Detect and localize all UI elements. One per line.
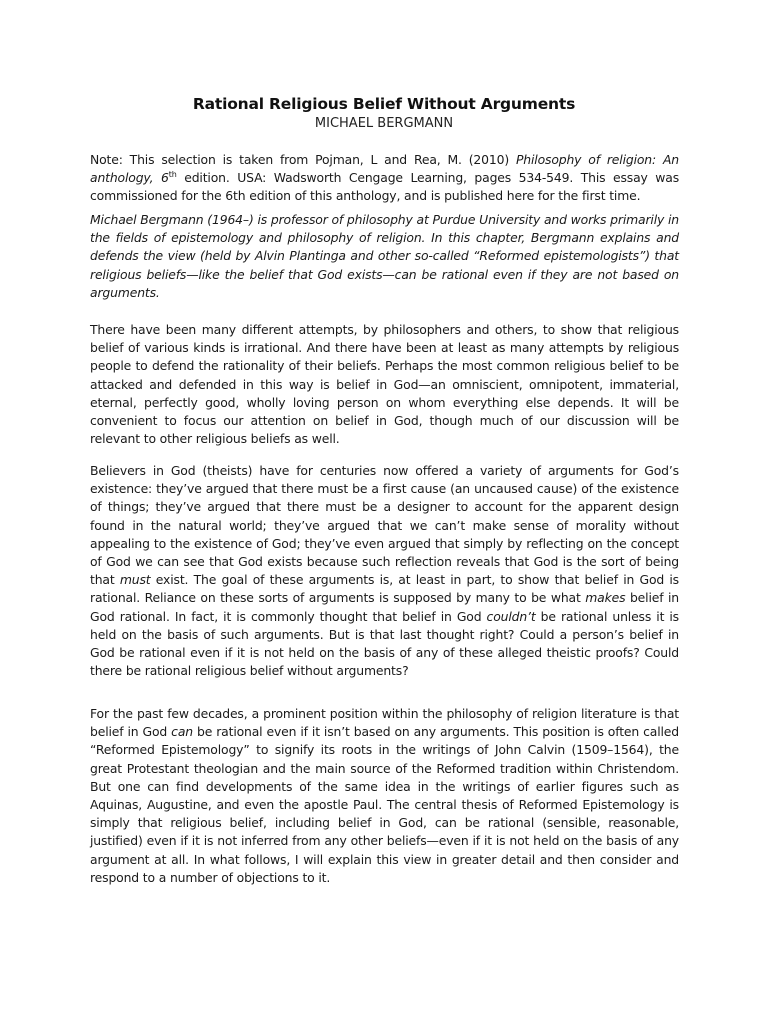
author-bio: Michael Bergmann (1964–) is professor of philosophy at Purdue University and works primarily in the fields of epistemology and philosophy of religion. In this chapter, Bergmann explains and defends the view (held by Alvin Plantinga and other so-called “Reformed epistemologists”) that religious beliefs—like the belief that God exists—can be rational even if they are not based on arguments. — [90, 212, 679, 300]
body-paragraph-1: There have been many different attempts, by philosophers and others, to show that religious belief of various kinds is irrational. And there have been at least as many attempts by religious people to defend the rationality of their beliefs. Perhaps the most common religious belief to be attacked and defended in this way is belief in God—an omniscient, omnipotent, immaterial, eternal, perfectly good, wholly loving person on whom everything else depends. It will be convenient to focus our attention on belief in God, though much of our discussion will be relevant to other religious beliefs as well. — [90, 322, 679, 447]
emphasis-makes: makes — [585, 590, 626, 606]
body-paragraph-2: Believers in God (theists) have for centuries now offered a variety of arguments for God’s existence: they’ve argued that there must be a first cause (an uncaused cause) of the existence of things; they’ve argued that there must be a designer to account for the apparent design found in the natural world; they’ve argued that we can’t make sense of morality without appealing to the existence of God; they’ve even argued that simply by reflecting on the concept of God we can see that God exists because such reflection reveals that God is the sort of being that must exist. The goal of these arguments is, at least in part, to show that belief in God is rational. Reliance on these sorts of arguments is supposed by many to be what makes belief in God rational. In fact, it is commonly thought that belief in God couldn’t be rational unless it is held on the basis of such arguments. But is that last thought right? Could a person’s belief in God be rational even if it is not held on the basis of any of these alleged theistic proofs? Could there be rational religious belief without arguments? — [90, 463, 679, 679]
document-title: Rational Religious Belief Without Arguments — [192, 95, 576, 113]
emphasis-can: can — [171, 724, 193, 740]
author-name: MICHAEL BERGMANN — [314, 116, 454, 131]
body-paragraph-3: For the past few decades, a prominent position within the philosophy of religion literature is that belief in God can be rational even if it isn’t based on any arguments. This position is often called “Reformed Epistemology” to signify its roots in the writings of John Calvin (1509–1564), the great Protestant theologian and the main source of the Reformed tradition within Christendom. But one can find developments of the same idea in the writings of earlier figures such as Aquinas, Augustine, and even the apostle Paul. The central thesis of Reformed Epistemology is simply that religious belief, including belief in God, can be rational (sensible, reasonable, justified) even if it is not inferred from any other beliefs—even if it is not held on the basis of any argument at all. In what follows, I will explain this view in greater detail and then consider and respond to a number of objections to it. — [90, 706, 679, 885]
emphasis-couldnt: couldn’t — [486, 608, 536, 624]
emphasis-must: must — [119, 572, 151, 588]
rea-initial: M. — [447, 152, 462, 167]
book-title: Philosophy of religion: An anthology — [90, 152, 679, 186]
edition-superscript: th — [168, 170, 177, 180]
source-note: Note: This selection is taken from Pojman, L and Rea, M. (2010) Philosophy of religion: An anthology, 6th edition. USA: Wadsworth Cengage Learning, pages 534-549. This essay was commissioned for the 6th edition of this anthology, and is published here for the first time. — [90, 152, 679, 204]
